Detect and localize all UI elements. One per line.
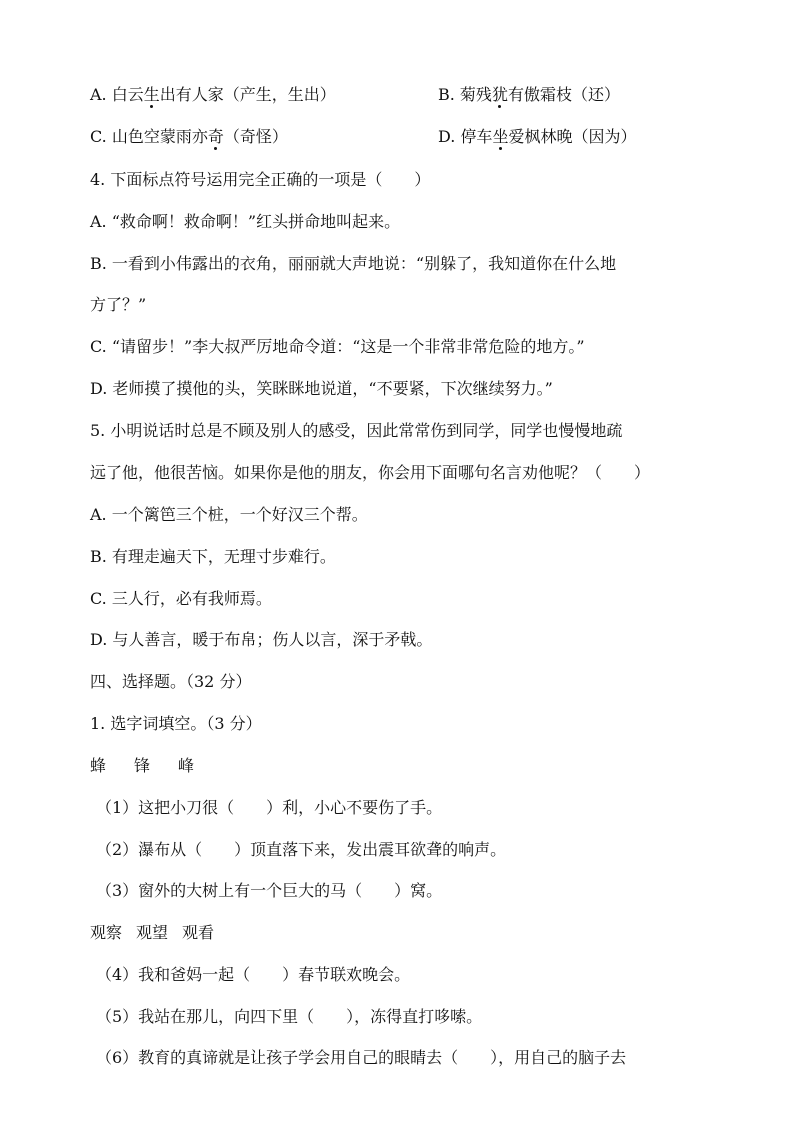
q4-option-a: A. “救命啊！救命啊！”红头拼命地叫起来。	[90, 212, 401, 231]
option-text: A. 白云	[90, 85, 144, 104]
q5-option-a: A. 一个篱笆三个桩，一个好汉三个帮。	[90, 505, 368, 524]
char-choice: 锋	[134, 756, 151, 775]
word-choice: 观望	[136, 923, 169, 942]
q3-option-b	[438, 84, 620, 106]
q3-option-d	[438, 126, 636, 148]
q4-option-c: C. “请留步！”李大叔严厉地命令道：“这是一个非常非常危险的地方。”	[90, 337, 585, 356]
fill-item: （1）这把小刀很（ ）利，小心不要伤了手。	[96, 798, 443, 817]
q5-stem-cont: 远了他，他很苦恼。如果你是他的朋友，你会用下面哪句名言劝他呢？（ ）	[90, 463, 651, 482]
q3-option-a	[90, 84, 336, 106]
word-choice: 观看	[182, 923, 215, 942]
q5-option-c: C. 三人行，必有我师焉。	[90, 589, 272, 608]
q5-stem: 5. 小明说话时总是不顾及别人的感受，因此常常伤到同学，同学也慢慢地疏	[90, 421, 623, 440]
option-text: B. 菊残	[438, 85, 492, 104]
option-text: 出有人家（产生，生出）	[159, 85, 336, 104]
char-choices	[90, 755, 194, 777]
section-title: 四、选择题。（32 分）	[90, 672, 252, 691]
fill-item: （5）我站在那儿，向四下里（ ），冻得直打哆嗦。	[96, 1007, 483, 1026]
question-title: 1. 选字词填空。（3 分）	[90, 714, 262, 733]
option-text: 爱枫林晚（因为）	[508, 127, 637, 146]
fill-item: （6）教育的真谛就是让孩子学会用自己的眼睛去（ ），用自己的脑子去	[96, 1048, 627, 1067]
dotted-char: 坐	[492, 127, 509, 146]
q5-option-b: B. 有理走遍天下，无理寸步难行。	[90, 547, 336, 566]
q3-option-c	[90, 126, 288, 148]
dotted-char: 奇	[207, 127, 224, 146]
option-text: 有傲霜枝（还）	[507, 85, 620, 104]
option-text: D. 停车	[438, 127, 493, 146]
fill-item: （3）窗外的大树上有一个巨大的马（ ）窝。	[96, 881, 443, 900]
char-choice: 蜂	[90, 756, 107, 775]
char-choice: 峰	[178, 756, 195, 775]
fill-item: （4）我和爸妈一起（ ）春节联欢晚会。	[96, 965, 411, 984]
word-choice: 观察	[90, 923, 123, 942]
q4-option-b: B. 一看到小伟露出的衣角，丽丽就大声地说：“别躲了，我知道你在什么地	[90, 254, 617, 273]
option-text: C. 山色空蒙雨亦	[90, 127, 208, 146]
dotted-char: 生	[143, 85, 160, 104]
word-choices	[90, 922, 214, 944]
q4-option-b-cont: 方了？”	[90, 295, 147, 314]
q4-stem: 4. 下面标点符号运用完全正确的一项是（ ）	[90, 170, 431, 189]
q5-option-d: D. 与人善言，暖于布帛；伤人以言，深于矛戟。	[90, 630, 433, 649]
q4-option-d: D. 老师摸了摸他的头，笑眯眯地说道，“不要紧，下次继续努力。”	[90, 379, 553, 398]
fill-item: （2）瀑布从（ ）顶直落下来，发出震耳欲聋的响声。	[96, 840, 507, 859]
dotted-char: 犹	[491, 85, 508, 104]
option-text: （奇怪）	[223, 127, 288, 146]
